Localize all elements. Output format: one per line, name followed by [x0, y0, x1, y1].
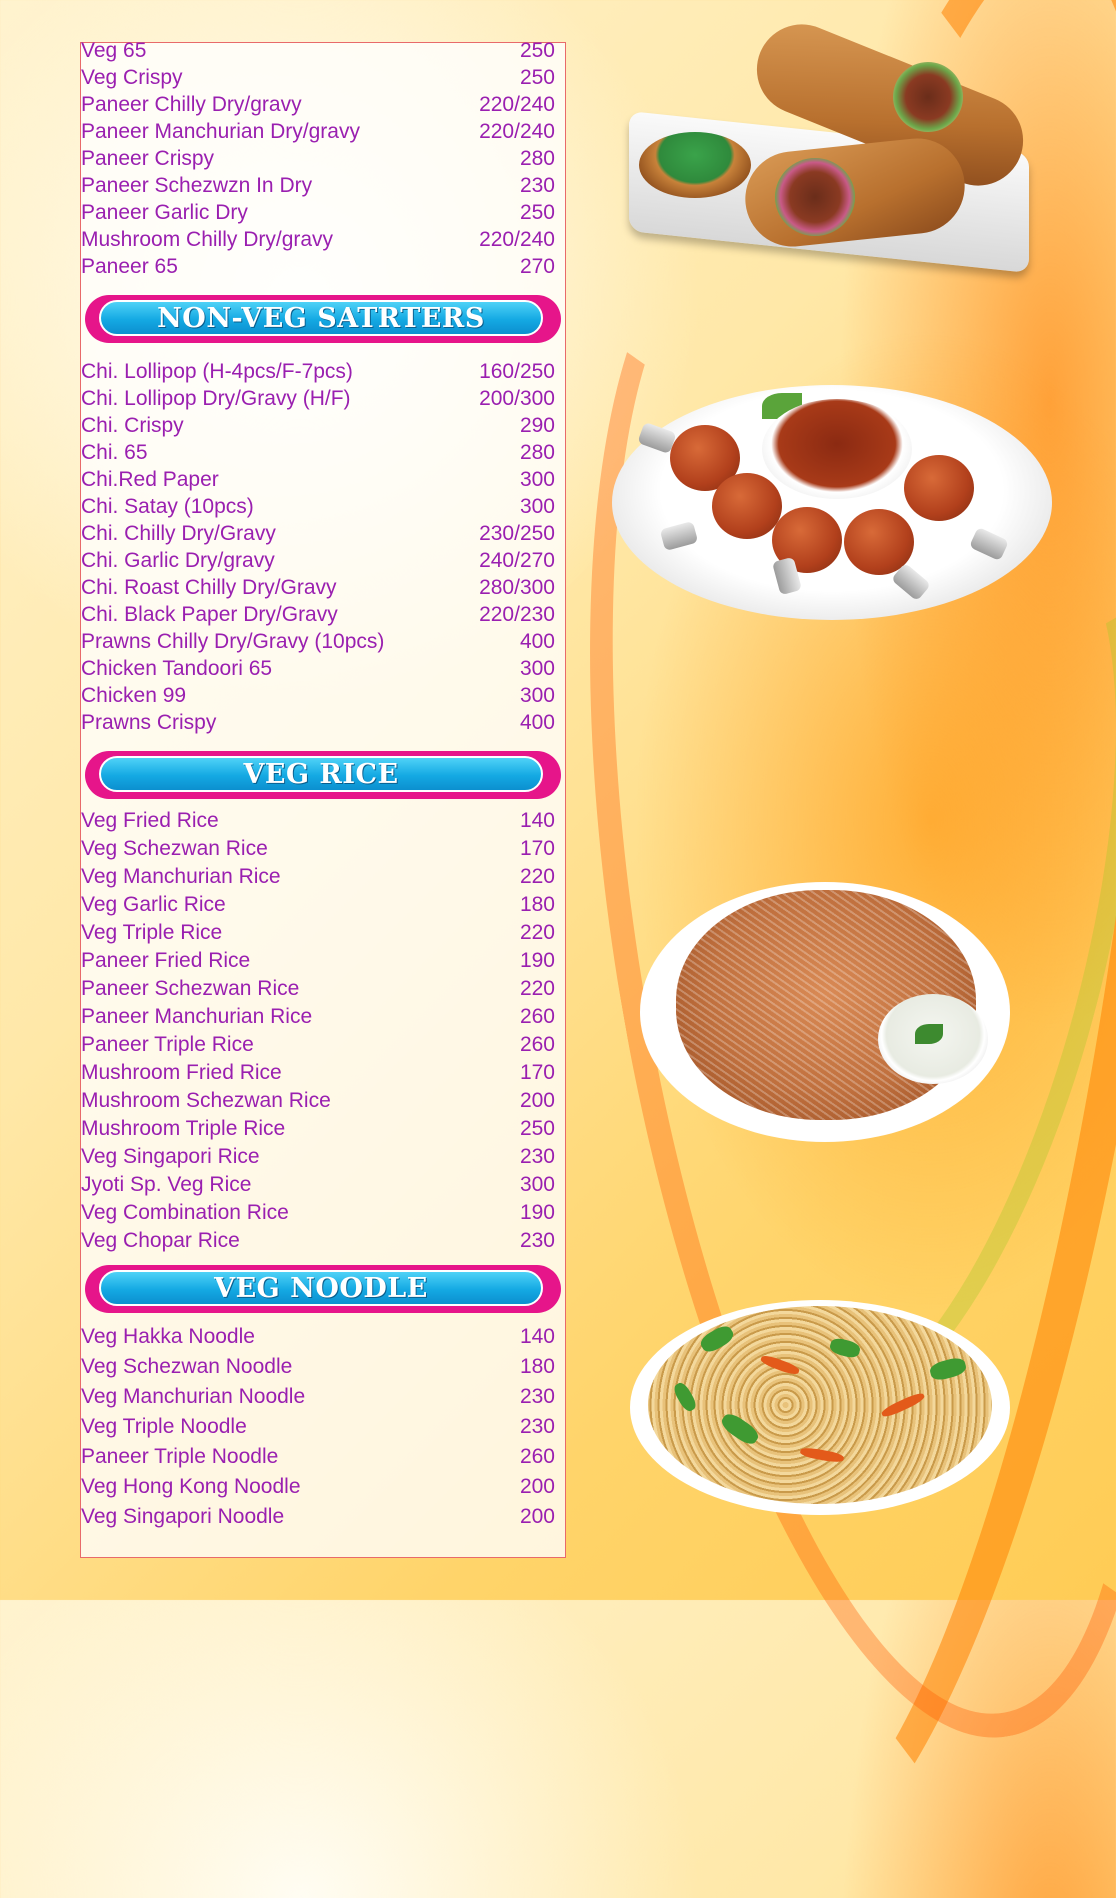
menu-item	[81, 1381, 565, 1411]
menu-item	[81, 1171, 565, 1198]
menu-item	[81, 975, 565, 1002]
item-price: 200	[519, 1504, 555, 1528]
item-price: 270	[519, 255, 555, 278]
menu-item	[81, 412, 565, 439]
item-name: Paneer Schezwan Rice	[81, 977, 300, 1000]
item-name: Chi. Black Paper Dry/Gravy	[81, 603, 338, 626]
item-price: 230/250	[479, 522, 555, 545]
section-title: NON-VEG SATRTERS	[157, 302, 485, 334]
item-price: 230	[519, 1145, 555, 1168]
section-title: VEG RICE	[243, 758, 399, 790]
item-price: 220/230	[479, 603, 555, 626]
item-price: 190	[519, 949, 555, 972]
item-name: Veg Singapori Noodle	[81, 1504, 285, 1528]
menu-item	[81, 1059, 565, 1086]
item-name: Mushroom Triple Rice	[81, 1117, 286, 1140]
section-header-vegrice	[85, 751, 561, 799]
item-name: Mushroom Schezwan Rice	[81, 1089, 331, 1112]
item-name: Chi. Crispy	[81, 414, 184, 437]
menu-item	[81, 1411, 565, 1441]
item-name: Chi. Lollipop (H-4pcs/F-7pcs)	[81, 360, 353, 383]
item-name: Veg Triple Noodle	[81, 1414, 247, 1438]
menu-item	[81, 655, 565, 682]
item-name: Chi.Red Paper	[81, 468, 219, 491]
menu-item	[81, 1003, 565, 1030]
item-name: Paneer 65	[81, 255, 178, 278]
item-name: Veg Manchurian Noodle	[81, 1384, 306, 1408]
item-name: Paneer Manchurian Rice	[81, 1005, 313, 1028]
menu-item	[81, 1199, 565, 1226]
menu-item	[81, 199, 565, 226]
item-name: Veg Crispy	[81, 66, 183, 89]
item-name: Veg Garlic Rice	[81, 893, 226, 916]
section-header-vegnoodle	[85, 1265, 561, 1313]
menu-item	[81, 118, 565, 145]
item-price: 180	[519, 1354, 555, 1378]
kathi-roll-image	[625, 50, 1045, 280]
section-header-nonveg	[85, 295, 561, 343]
item-price: 180	[519, 893, 555, 916]
item-name: Jyoti Sp. Veg Rice	[81, 1173, 252, 1196]
roll-filling	[775, 158, 855, 236]
menu-item	[81, 919, 565, 946]
item-price: 300	[519, 468, 555, 491]
item-name: Veg Schezwan Rice	[81, 837, 268, 860]
menu-item	[81, 1031, 565, 1058]
item-price: 230	[519, 1229, 555, 1252]
noodles-image	[630, 1300, 1010, 1515]
menu-item	[81, 493, 565, 520]
chicken-lollipop-image	[612, 385, 1052, 620]
menu-item	[81, 439, 565, 466]
menu-item	[81, 547, 565, 574]
item-price: 300	[519, 657, 555, 680]
item-price: 200	[519, 1474, 555, 1498]
menu-item	[81, 1115, 565, 1142]
item-name: Mushroom Fried Rice	[81, 1061, 282, 1084]
item-price: 220	[519, 865, 555, 888]
menu-item	[81, 358, 565, 385]
item-name: Paneer Chilly Dry/gravy	[81, 93, 302, 116]
item-name: Prawns Crispy	[81, 711, 217, 734]
menu-item	[81, 807, 565, 834]
green-chutney-bowl	[639, 132, 751, 198]
item-name: Paneer Triple Noodle	[81, 1444, 279, 1468]
menu-item	[81, 172, 565, 199]
menu-item	[81, 466, 565, 493]
item-name: Veg Fried Rice	[81, 809, 219, 832]
item-price: 200/300	[479, 387, 555, 410]
lollipop	[712, 473, 782, 539]
menu-item	[81, 1143, 565, 1170]
item-price: 160/250	[479, 360, 555, 383]
item-name: Paneer Schezwzn In Dry	[81, 174, 313, 197]
item-price: 220	[519, 977, 555, 1000]
menu-item	[81, 37, 565, 64]
menu-item	[81, 863, 565, 890]
item-price: 220/240	[479, 120, 555, 143]
lollipop	[904, 455, 974, 521]
menu-item	[81, 91, 565, 118]
menu-item	[81, 64, 565, 91]
item-name: Veg Hong Kong Noodle	[81, 1474, 301, 1498]
item-name: Chi. Chilly Dry/Gravy	[81, 522, 276, 545]
item-price: 300	[519, 684, 555, 707]
coriander-garnish	[915, 1024, 943, 1044]
menu-item	[81, 1501, 565, 1531]
menu-item	[81, 520, 565, 547]
menu-panel	[80, 39, 566, 1558]
item-price: 250	[519, 201, 555, 224]
item-price: 170	[519, 1061, 555, 1084]
item-price: 280	[519, 441, 555, 464]
menu-item	[81, 947, 565, 974]
item-price: 280/300	[479, 576, 555, 599]
item-name: Chi. Roast Chilly Dry/Gravy	[81, 576, 337, 599]
item-price: 220/240	[479, 93, 555, 116]
sauce-bowl	[762, 399, 912, 499]
item-name: Paneer Garlic Dry	[81, 201, 248, 224]
item-price: 250	[519, 39, 555, 62]
item-price: 300	[519, 1173, 555, 1196]
item-price: 230	[519, 1414, 555, 1438]
item-name: Chi. Satay (10pcs)	[81, 495, 254, 518]
section-title: VEG NOODLE	[214, 1272, 428, 1304]
fried-rice-image	[640, 882, 1010, 1142]
menu-item	[81, 709, 565, 736]
item-price: 260	[519, 1444, 555, 1468]
item-name: Chi. Garlic Dry/gravy	[81, 549, 275, 572]
menu-item	[81, 253, 565, 280]
menu-item	[81, 226, 565, 253]
item-name: Chi. Lollipop Dry/Gravy (H/F)	[81, 387, 351, 410]
menu-item	[81, 682, 565, 709]
item-price: 300	[519, 495, 555, 518]
item-price: 190	[519, 1201, 555, 1224]
item-price: 400	[519, 630, 555, 653]
item-name: Veg Schezwan Noodle	[81, 1354, 293, 1378]
menu-item	[81, 1087, 565, 1114]
item-price: 280	[519, 147, 555, 170]
item-name: Prawns Chilly Dry/Gravy (10pcs)	[81, 630, 385, 653]
item-price: 240/270	[479, 549, 555, 572]
item-price: 230	[519, 1384, 555, 1408]
menu-item	[81, 1351, 565, 1381]
menu-item	[81, 1441, 565, 1471]
menu-item	[81, 1471, 565, 1501]
item-name: Chicken Tandoori 65	[81, 657, 273, 680]
item-name: Chi. 65	[81, 441, 148, 464]
menu-item	[81, 1321, 565, 1351]
item-name: Paneer Manchurian Dry/gravy	[81, 120, 360, 143]
menu-item	[81, 574, 565, 601]
menu-item	[81, 145, 565, 172]
item-price: 260	[519, 1005, 555, 1028]
item-price: 140	[519, 809, 555, 832]
item-name: Veg Manchurian Rice	[81, 865, 281, 888]
item-price: 230	[519, 174, 555, 197]
item-price: 220/240	[479, 228, 555, 251]
item-name: Mushroom Chilly Dry/gravy	[81, 228, 334, 251]
menu-item	[81, 1227, 565, 1254]
item-price: 250	[519, 66, 555, 89]
noodles	[648, 1306, 992, 1504]
item-price: 220	[519, 921, 555, 944]
menu-item	[81, 628, 565, 655]
item-name: Veg Hakka Noodle	[81, 1324, 255, 1348]
item-name: Paneer Fried Rice	[81, 949, 251, 972]
item-price: 400	[519, 711, 555, 734]
item-name: Chicken 99	[81, 684, 187, 707]
item-price: 200	[519, 1089, 555, 1112]
item-name: Veg Chopar Rice	[81, 1229, 240, 1252]
item-name: Veg Triple Rice	[81, 921, 223, 944]
item-price: 140	[519, 1324, 555, 1348]
menu-item	[81, 891, 565, 918]
item-price: 260	[519, 1033, 555, 1056]
item-price: 250	[519, 1117, 555, 1140]
menu-item	[81, 835, 565, 862]
item-name: Veg 65	[81, 39, 147, 62]
item-price: 170	[519, 837, 555, 860]
item-price: 290	[519, 414, 555, 437]
item-name: Paneer Crispy	[81, 147, 215, 170]
menu-item	[81, 601, 565, 628]
item-name: Veg Combination Rice	[81, 1201, 289, 1224]
item-name: Veg Singapori Rice	[81, 1145, 260, 1168]
item-name: Paneer Triple Rice	[81, 1033, 254, 1056]
menu-item	[81, 385, 565, 412]
